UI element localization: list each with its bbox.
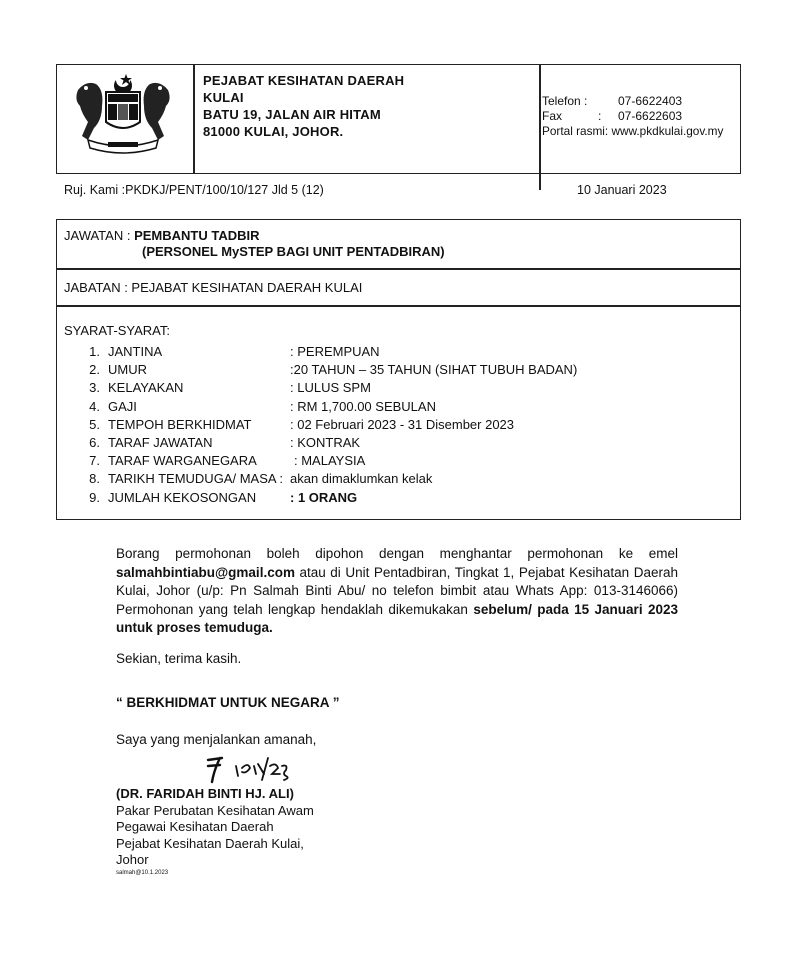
requirement-label: GAJI (108, 398, 137, 414)
requirement-label: TARAF JAWATAN (108, 435, 213, 450)
letter-date: 10 Januari 2023 (577, 183, 667, 197)
requirement-number: 3. (89, 380, 100, 396)
reference-number: Ruj. Kami :PKDKJ/PENT/100/10/127 Jld 5 (12) (64, 183, 324, 197)
requirement-number: 5. (89, 416, 100, 432)
requirements-list (76, 344, 716, 514)
contact-block (542, 94, 740, 139)
requirement-row (76, 490, 716, 506)
office-name-line2: KULAI (203, 90, 244, 105)
closing-text: Sekian, terima kasih. (116, 651, 242, 666)
fax-number: 07-6622603 (618, 109, 683, 123)
requirement-row (76, 362, 716, 378)
requirement-row (76, 471, 716, 487)
requirement-value: : LULUS SPM (290, 380, 371, 396)
application-paragraph (116, 545, 678, 638)
requirement-number: 1. (89, 344, 100, 359)
position-title: PEMBANTU TADBIR (134, 228, 260, 243)
signatory-title-3: Pejabat Kesihatan Daerah Kulai, (116, 835, 304, 851)
signatory-title-1: Pakar Perubatan Kesihatan Awam (116, 802, 314, 818)
phone-number: 07-6622403 (618, 94, 683, 108)
requirement-row (76, 399, 716, 415)
signatory-title-4: Johor (116, 852, 149, 867)
requirement-label: TEMPOH BERKHIDMAT (108, 416, 252, 432)
department-text: JABATAN : PEJABAT KESIHATAN DAERAH KULAI (64, 280, 363, 295)
requirement-value: :20 TAHUN – 35 TAHUN (SIHAT TUBUH BADAN) (290, 362, 578, 378)
requirement-value: : MALAYSIA (294, 453, 366, 469)
requirement-row (76, 453, 716, 469)
signature-block (116, 786, 314, 877)
paragraph-intro: Borang permohonan boleh dipohon dengan menghantar permohonan ke emel (116, 546, 678, 561)
letterhead-divider-right (539, 64, 541, 190)
signatory-name: (DR. FARIDAH BINTI HJ. ALI) (116, 786, 294, 801)
malaysia-coat-of-arms-icon (68, 70, 178, 154)
position-block (64, 228, 445, 260)
position-label: JAWATAN : (64, 228, 131, 243)
handwritten-signature (202, 752, 292, 784)
office-postcode: 81000 KULAI, JOHOR. (203, 124, 344, 139)
office-address (203, 72, 404, 140)
portal-url: Portal rasmi: www.pkdkulai.gov.my (542, 124, 724, 138)
requirement-label: JUMLAH KEKOSONGAN (108, 489, 257, 505)
letterhead-divider-left (193, 64, 195, 174)
fax-colon: : (598, 109, 602, 123)
requirement-number: 8. (89, 471, 100, 487)
requirement-label: TARIKH TEMUDUGA/ MASA : (108, 471, 284, 487)
requirement-value: akan dimaklumkan kelak (290, 471, 433, 487)
fax-label: Fax (542, 109, 563, 123)
application-deadline: sebelum/ pada 15 Januari 2023 untuk proses temuduga. (116, 601, 678, 636)
requirement-number: 2. (89, 362, 100, 378)
requirement-row (76, 344, 716, 360)
requirement-value: : PEREMPUAN (290, 344, 380, 359)
requirement-row (76, 380, 716, 396)
motto: “ BERKHIDMAT UNTUK NEGARA ” (116, 695, 340, 710)
requirement-row (76, 435, 716, 451)
application-email: salmahbintiabu@gmail.com (116, 564, 295, 580)
requirement-label: JANTINA (108, 344, 163, 359)
requirement-number: 9. (89, 489, 100, 505)
requirement-label: UMUR (108, 362, 147, 378)
office-street: BATU 19, JALAN AIR HITAM (203, 107, 381, 122)
requirement-label: KELAYAKAN (108, 380, 184, 396)
requirement-label: TARAF WARGANEGARA (108, 453, 257, 469)
requirement-row (76, 417, 716, 433)
requirement-value: : 02 Februari 2023 - 31 Disember 2023 (290, 416, 515, 432)
requirement-number: 6. (89, 435, 100, 450)
requirement-value: : RM 1,700.00 SEBULAN (290, 398, 436, 414)
trust-line: Saya yang menjalankan amanah, (116, 732, 317, 747)
signatory-title-2: Pegawai Kesihatan Daerah (116, 819, 274, 834)
phone-label: Telefon : (542, 94, 588, 108)
requirement-value: : KONTRAK (290, 435, 361, 450)
requirement-number: 7. (89, 453, 100, 469)
position-subtitle: (PERSONEL MySTEP BAGI UNIT PENTADBIRAN) (142, 244, 445, 259)
requirement-value: : 1 ORANG (290, 489, 358, 505)
office-name-line1: PEJABAT KESIHATAN DAERAH (203, 73, 405, 88)
paragraph-middle: atau di Unit Pentadbiran, Tingkat 1, Pejabat Kesihatan Daerah Kulai, Johor (u/p: Pn Salmah Binti Abu/ no telefon bimbit atau Whats App: 013-3146066) Permohonan yang telah lengkap hendaklah dikemukakan (116, 564, 678, 617)
requirement-number: 4. (89, 398, 100, 414)
requirements-heading: SYARAT-SYARAT: (64, 323, 170, 338)
footnote: salmah@10.1.2023 (116, 869, 169, 876)
